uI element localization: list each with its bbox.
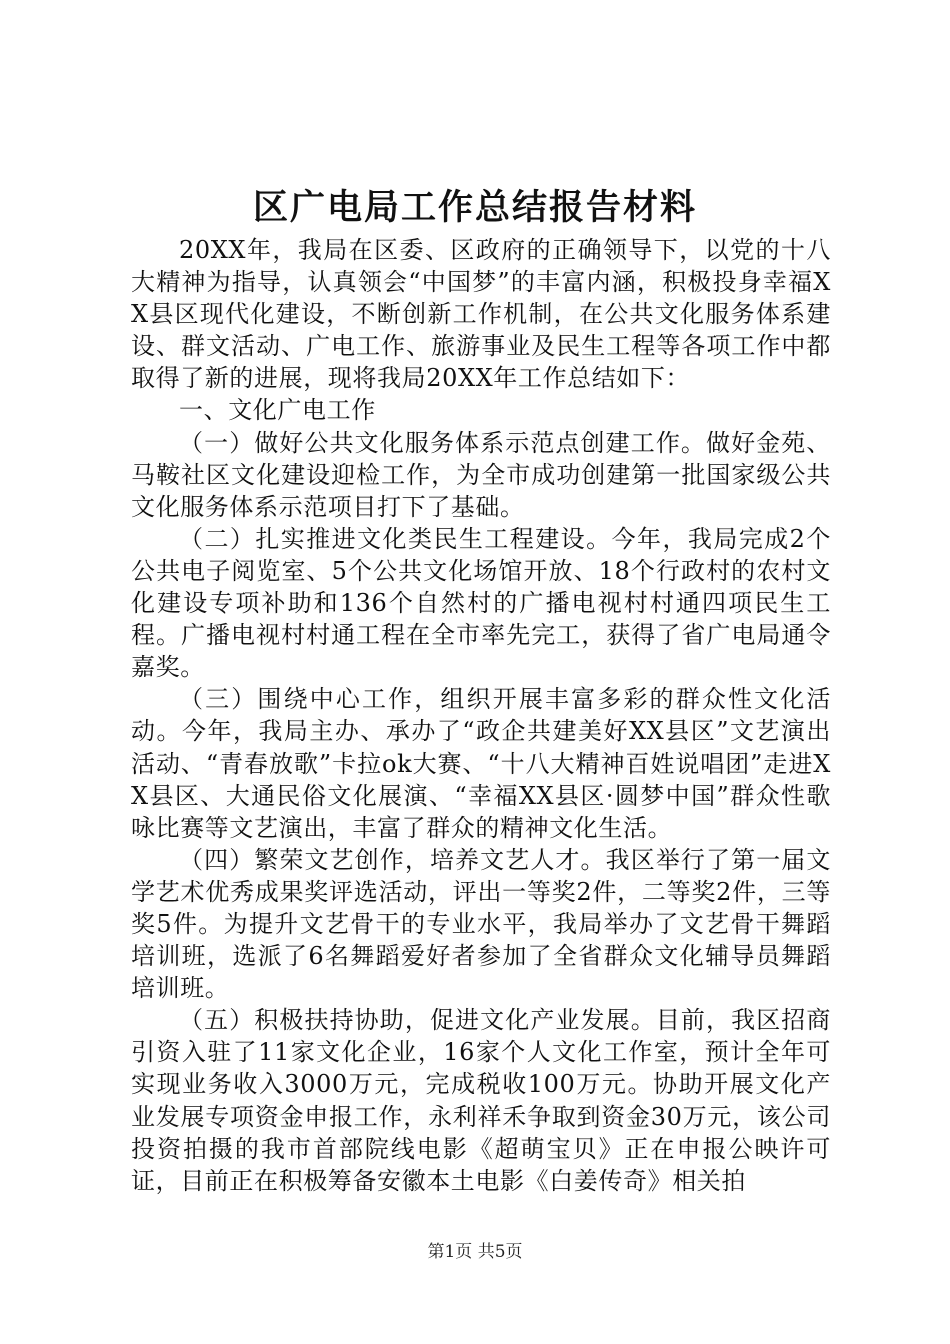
paragraph-item-1: （一）做好公共文化服务体系示范点创建工作。做好金苑、马鞍社区文化建设迎检工作，为全市成功创建第一批国家级公共文化服务体系示范项目打下了基础。 (131, 428, 831, 521)
section-heading: 一、文化广电工作 (179, 396, 376, 425)
paragraph-item-5: （五）积极扶持协助，促进文化产业发展。目前，我区招商引资入驻了11家文化企业，16家个人文化工作室，预计全年可实现业务收入3000万元，完成税收100万元。协助开展文化产业发展专项资金申报工作，永利祥禾争取到资金30万元，该公司投资拍摄的我市首部院线电影《超萌宝贝》正在申报公映许可证，目前正在积极筹备安徽本土电影《白姜传奇》相关拍 (131, 1006, 831, 1195)
paragraph-item-4: （四）繁荣文艺创作，培养文艺人才。我区举行了第一届文学艺术优秀成果奖评选活动，评出一等奖2件，二等奖2件，三等奖5件。为提升文艺骨干的专业水平，我局举办了文艺骨干舞蹈培训班，选派了6名舞蹈爱好者参加了全省群众文化辅导员舞蹈培训班。 (131, 845, 831, 1003)
document-title: 区广电局工作总结报告材料 (252, 187, 697, 228)
paragraph-item-2: （二）扎实推进文化类民生工程建设。今年，我局完成2个公共电子阅览室、5个公共文化场馆开放、18个行政村的农村文化建设专项补助和136个自然村的广播电视村村通四项民生工程。广播电视村村通工程在全市率先完工，获得了省广电局通令嘉奖。 (131, 524, 831, 682)
page-number-footer: 第1页 共5页 (427, 1242, 523, 1262)
document-body (131, 234, 831, 1197)
paragraph-intro: 20XX年，我局在区委、区政府的正确领导下，以党的十八大精神为指导，认真领会“中国梦”的丰富内涵，积极投身幸福XX县区现代化建设，不断创新工作机制，在公共文化服务体系建设、群文活动、广电工作、旅游事业及民生工程等各项工作中都取得了新的进展，现将我局20XX年工作总结如下： (131, 236, 831, 393)
paragraph-item-3: （三）围绕中心工作，组织开展丰富多彩的群众性文化活动。今年，我局主办、承办了“政企共建美好XX县区”文艺演出活动、“青春放歌”卡拉ok大赛、“十八大精神百姓说唱团”走进XX县区、大通民俗文化展演、“幸福XX县区·圆梦中国”群众性歌咏比赛等文艺演出，丰富了群众的精神文化生活。 (131, 685, 831, 842)
